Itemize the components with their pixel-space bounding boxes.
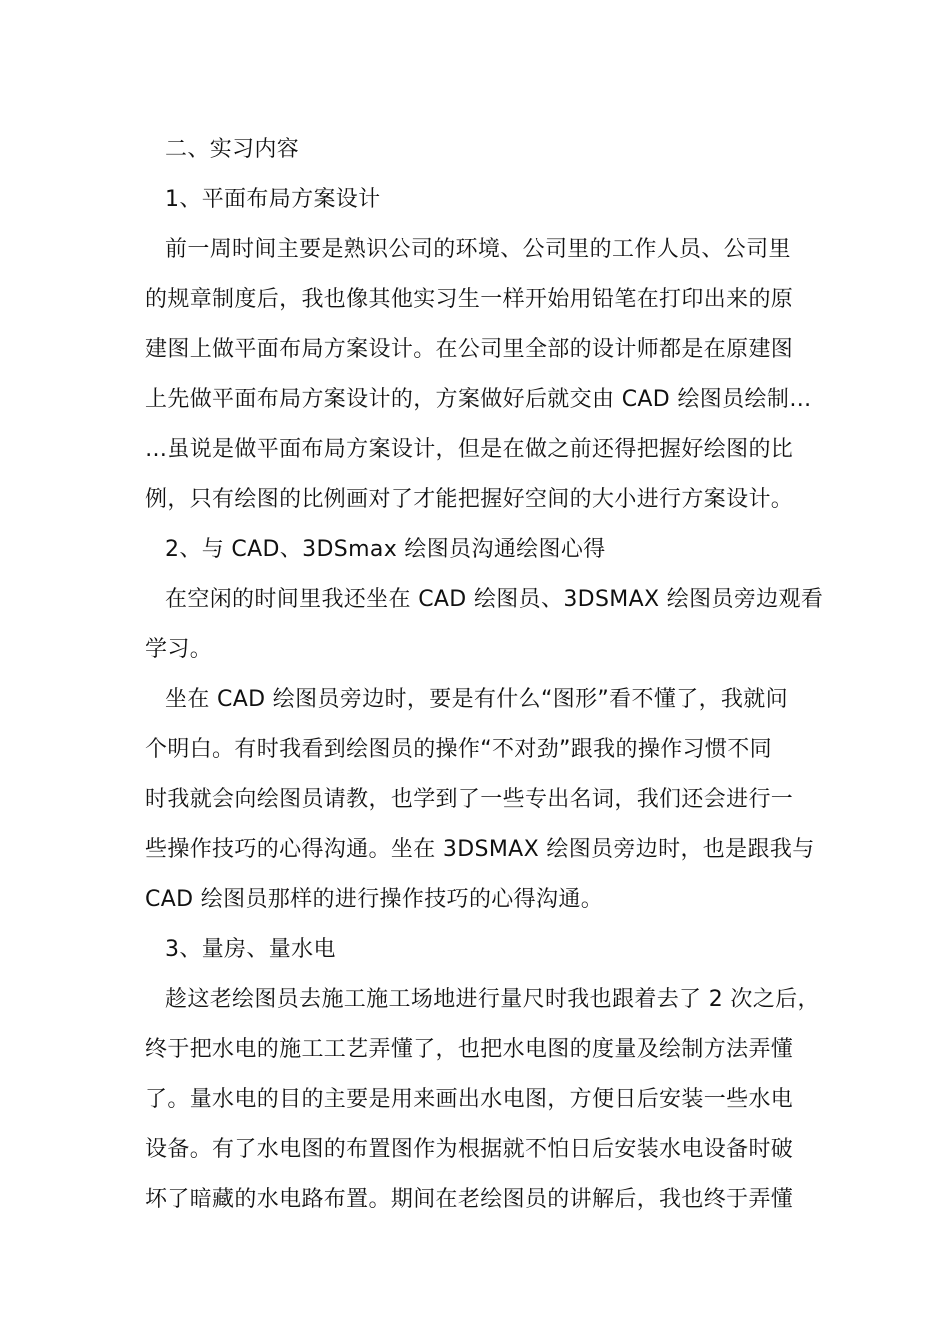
paragraph-line: 终于把水电的施工工艺弄懂了，也把水电图的度量及绘制方法弄懂: [145, 1037, 794, 1062]
paragraph-line: CAD 绘图员那样的进行操作技巧的心得沟通。: [145, 887, 604, 912]
subsection-heading: 1、平面布局方案设计: [165, 187, 381, 212]
paragraph-line: 在空闲的时间里我还坐在 CAD 绘图员、3DSMAX 绘图员旁边观看: [165, 587, 824, 612]
paragraph-line: 些操作技巧的心得沟通。坐在 3DSMAX 绘图员旁边时，也是跟我与: [145, 837, 815, 862]
paragraph-line: 例，只有绘图的比例画对了才能把握好空间的大小进行方案设计。: [145, 487, 794, 512]
section-heading: 二、实习内容: [165, 137, 300, 162]
paragraph-line: 学习。: [145, 637, 213, 662]
paragraph-line: 时我就会向绘图员请教，也学到了一些专出名词，我们还会进行一: [145, 787, 794, 812]
paragraph-line: 个明白。有时我看到绘图员的操作“不对劲”跟我的操作习惯不同: [145, 737, 772, 762]
subsection-heading: 3、量房、量水电: [165, 937, 336, 962]
paragraph-line: 坏了暗藏的水电路布置。期间在老绘图员的讲解后，我也终于弄懂: [145, 1187, 794, 1212]
paragraph-line: 趁这老绘图员去施工施工场地进行量尺时我也跟着去了 2 次之后，: [165, 987, 820, 1012]
paragraph-line: 设备。有了水电图的布置图作为根据就不怕日后安装水电设备时破: [145, 1137, 794, 1162]
subsection-heading: 2、与 CAD、3DSmax 绘图员沟通绘图心得: [165, 537, 606, 562]
paragraph-line: 上先做平面布局方案设计的，方案做好后就交由 CAD 绘图员绘制…: [145, 387, 812, 412]
paragraph-line: 了。量水电的目的主要是用来画出水电图，方便日后安装一些水电: [145, 1087, 794, 1112]
paragraph-line: 坐在 CAD 绘图员旁边时，要是有什么“图形”看不懂了，我就问: [165, 687, 788, 712]
paragraph-line: 的规章制度后，我也像其他实习生一样开始用铅笔在打印出来的原: [145, 287, 794, 312]
paragraph-line: 建图上做平面布局方案设计。在公司里全部的设计师都是在原建图: [145, 337, 794, 362]
paragraph-line: …虽说是做平面布局方案设计，但是在做之前还得把握好绘图的比: [145, 437, 794, 462]
paragraph-line: 前一周时间主要是熟识公司的环境、公司里的工作人员、公司里: [165, 237, 791, 262]
